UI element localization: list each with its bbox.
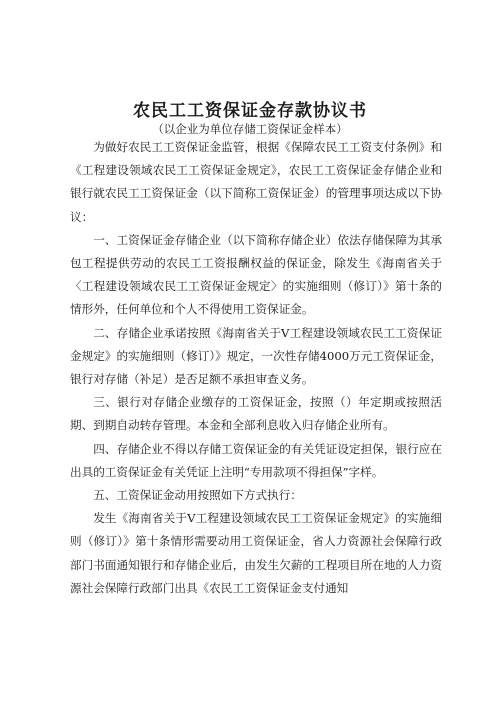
document-body <box>70 136 442 600</box>
paragraph-clause-1: 一、工资保证金存储企业（以下简称存储企业）依法存储保障为其承包工程提供劳动的农民工工资报酬权益的保证金，除发生《海南省关于〈工程建设领域农民工工资保证金规定〉的实施细则（修订）》第十条的情形外，任何单位和个人不得使用工资保证金。 <box>70 232 442 317</box>
paragraph-clause-5-detail: 发生《海南省关于V工程建设领域农民工工资保证金规定》的实施细则（修订）》第十条情形需要动用工资保证金，省人力资源社会保障行政部门书面通知银行和存储企业后，由发生欠薪的工程项目所在地的人力资源社会保障行政部门出具《农民工工资保证金支付通知 <box>70 511 442 595</box>
paragraph-clause-4: 四、存储企业不得以存储工资保证金的有关凭证设定担保，银行应在出具的工资保证金有关凭证上注明“专用款项不得担保”字样。 <box>70 441 442 479</box>
paragraph-clause-5: 五、工资保证金动用按照如下方式执行： <box>93 488 302 503</box>
paragraph-intro: 为做好农民工工资保证金监管，根据《保障农民工工资支付条例》和《工程建设领域农民工工资保证金规定》，农民工工资保证金存储企业和银行就农民工工资保证金（以下简称工资保证金）的管理事项达成以下协议： <box>70 140 442 224</box>
paragraph-clause-2: 二、存储企业承诺按照《海南省关于V工程建设领域农民工工资保证金规定》的实施细则（修订）》规定，一次性存储4000万元工资保证金，银行对存储（补足）是否足额不承担审查义务。 <box>70 325 442 387</box>
document-subtitle: （以企业为单位存储工资保证金样本） <box>152 122 348 136</box>
paragraph-clause-3: 三、银行对存储企业缴存的工资保证金，按照（）年定期或按照活期、到期自动转存管理。本金和全部利息收入归存储企业所有。 <box>70 395 442 433</box>
document-title: 农民工工资保证金存款协议书 <box>133 101 367 121</box>
